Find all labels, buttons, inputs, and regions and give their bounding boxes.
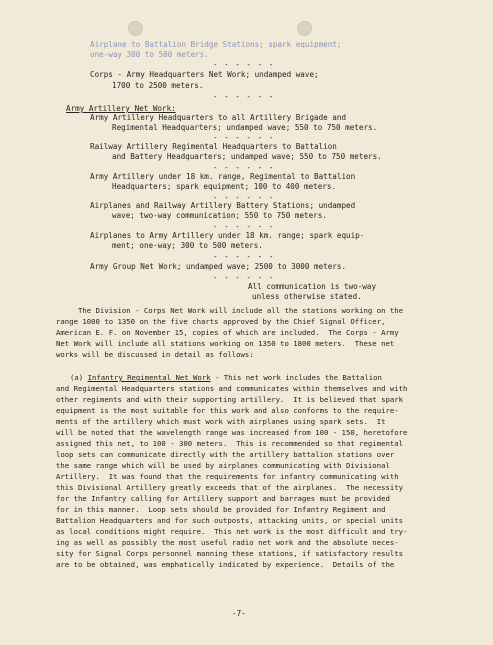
corps-line-1: Corps - Army Headquarters Net Work; undamped wave; <box>90 70 319 79</box>
artillery-item-5-line-1: Airplanes to Army Artillery under 18 km. range; spark equip- <box>90 231 365 240</box>
page-number: -7- <box>232 609 246 618</box>
infantry-paragraph-line-3: equipment is the most suitable for this work and also conforms to the require- <box>56 406 399 415</box>
infantry-paragraph-line-17: are to be obtained, was emphatically indicated by experience. Details of the <box>56 560 395 569</box>
division-paragraph-line-3: American E. F. on November 15, copies of which are included. The Corps - Army <box>56 328 399 337</box>
separator: - - - - - - <box>213 133 275 142</box>
infantry-paragraph-line-4: ments of the artillery which must work with airplanes using spark sets. It <box>56 417 386 426</box>
artillery-item-2-line-2: and Battery Headquarters; undamped wave; 550 to 750 meters. <box>112 152 382 161</box>
infantry-paragraph-line-13: Battalion Headquarters and for such outposts, attacking units, or special units <box>56 516 404 525</box>
punch-hole-right <box>297 21 312 36</box>
artillery-item-1-line-1: Army Artillery Headquarters to all Artillery Brigade and <box>90 113 347 122</box>
infantry-first-rest: - This net work includes the Battalion <box>210 373 382 382</box>
corps-line-2: 1700 to 2500 meters. <box>112 81 204 90</box>
artillery-item-6: Army Group Net Work; undamped wave; 2500 to 3000 meters. <box>90 262 347 271</box>
infantry-paragraph-line-14: as local conditions might require. This net work is the most difficult and try- <box>56 527 408 536</box>
infantry-paragraph-line-12: for in this manner. Loop sets should be provided for Infantry Regiment and <box>56 505 386 514</box>
infantry-paragraph-line-5: will be noted that the wavelength range was increased from 100 - 150, heretofore <box>56 428 408 437</box>
separator: - - - - - - <box>213 163 275 172</box>
infantry-paragraph-line-8: the same range which will be used by airplanes communicating with Divisional <box>56 461 390 470</box>
division-paragraph-line-2: range 1000 to 1350 on the five charts approved by the Chief Signal Officer, <box>56 317 386 326</box>
infantry-paragraph-line-2: other regiments and with their supporting artillery. It is believed that spark <box>56 395 404 404</box>
artillery-item-3-line-2: Headquarters; spark equipment; 100 to 400 meters. <box>112 182 337 191</box>
infantry-paragraph-line-11: for the Infantry calling for Artillery support and barrages must be provided <box>56 494 390 503</box>
artillery-item-1-line-2: Regimental Headquarters; undamped wave; 550 to 750 meters. <box>112 123 378 132</box>
infantry-paragraph-line-10: this Divisional Artillery greatly exceeds that of the airplanes. The necessity <box>56 483 404 492</box>
infantry-first-line <box>70 373 382 384</box>
separator: - - - - - - <box>213 92 275 101</box>
infantry-paragraph-line-6: assigned this net, to 100 - 300 meters. This is recommended so that regimental <box>56 439 404 448</box>
infantry-paragraph-line-1: and Regimental Headquarters stations and communicates within themselves and with <box>56 384 408 393</box>
division-paragraph-line-1: The Division - Corps Net Work will include all the stations working on the <box>56 306 404 315</box>
artillery-item-4-line-2: wave; two-way communication; 550 to 750 meters. <box>112 211 327 220</box>
separator: - - - - - - <box>213 222 275 231</box>
infantry-paragraph-line-7: loop sets can communicate directly with the artillery battalion stations over <box>56 450 395 459</box>
artillery-item-2-line-1: Railway Artillery Regimental Headquarters to Battalion <box>90 142 337 151</box>
artillery-item-5-line-2: ment; one-way; 300 to 500 meters. <box>112 241 263 250</box>
struck-line-2: one-way 300 to 500 meters. <box>90 50 209 59</box>
struck-line-1: Airplane to Battalion Bridge Stations; spark equipment; <box>90 40 342 49</box>
infantry-paragraph-line-16: sity for Signal Corps personnel manning these stations, if satisfactory results <box>56 549 404 558</box>
punch-hole-left <box>128 21 143 36</box>
separator: - - - - - - <box>213 273 275 282</box>
note-line-1: All communication is two-way <box>248 282 377 291</box>
separator: - - - - - - <box>213 60 275 69</box>
division-paragraph-line-4: Net Work will include all stations working on 1350 to 1800 meters. These net <box>56 339 395 348</box>
infantry-paragraph-line-15: ing as well as possibly the most useful radio net work and the absolute neces- <box>56 538 399 547</box>
artillery-item-4-line-1: Airplanes and Railway Artillery Battery Stations; undamped <box>90 201 356 210</box>
separator: - - - - - - <box>213 252 275 261</box>
note-line-2: unless otherwise stated. <box>252 292 362 301</box>
artillery-item-3-line-1: Army Artillery under 18 km. range, Regimental to Battalion <box>90 172 356 181</box>
infantry-paragraph-line-9: Artillery. It was found that the requirements for infantry communicating with <box>56 472 399 481</box>
infantry-heading: Infantry Regimental Net Work <box>87 373 211 382</box>
infantry-label: (a) <box>70 373 84 382</box>
artillery-heading: Army Artillery Net Work: <box>66 104 176 113</box>
division-paragraph-line-5: works will be discussed in detail as follows: <box>56 350 254 359</box>
separator: - - - - - - <box>213 193 275 202</box>
